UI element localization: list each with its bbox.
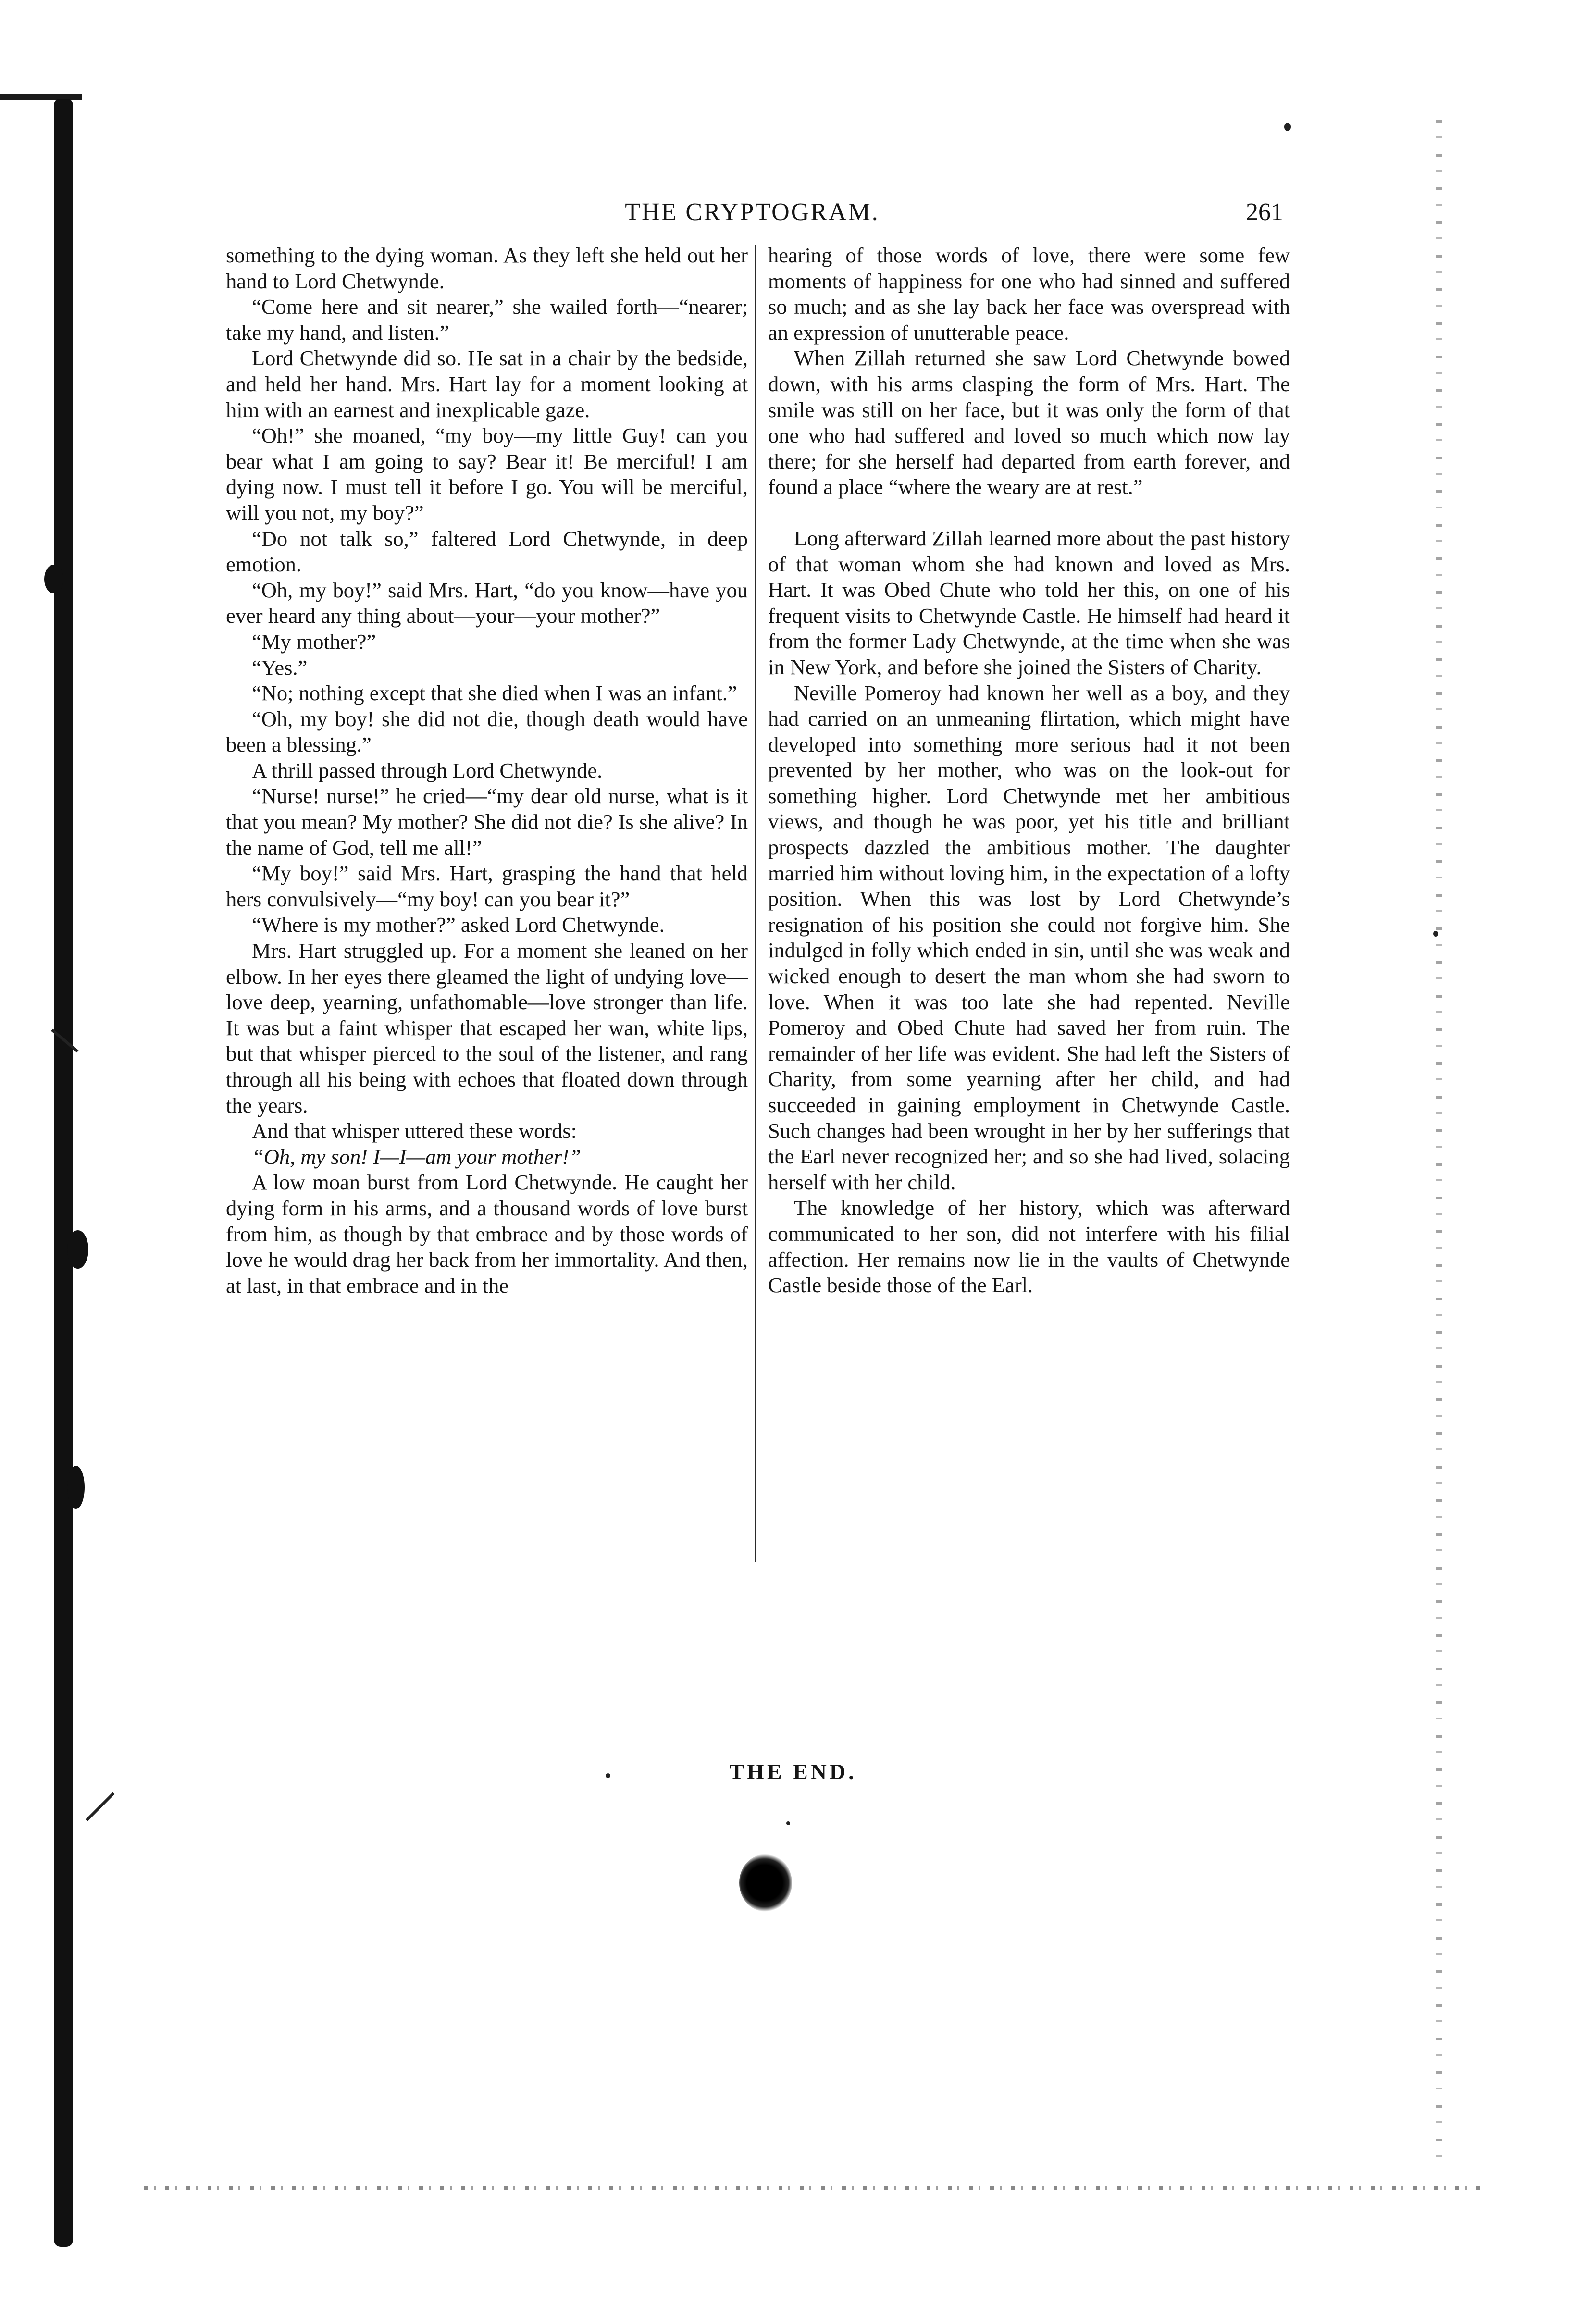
column-rule [755, 245, 756, 1562]
paragraph: The knowledge of her history, which was afterward communicated to her son, did not interfere with his filial affection. Her remains now lie in the vaults of Chetwynde Castle beside those of the Earl. [768, 1196, 1290, 1298]
binding-notch [44, 565, 63, 593]
right-column [768, 243, 1290, 1298]
paragraph: “Yes.” [252, 655, 308, 680]
paragraph-italic-revelation [226, 1144, 748, 1170]
paragraph: “Oh!” she moaned, “my boy—my little Guy! can you bear what I am going to say? Bear it! Be merciful! I am dying now. I must tell it before I go. You will be merciful, will you not, my boy?” [226, 423, 748, 525]
ink-speck [1433, 931, 1438, 937]
running-head [221, 198, 1283, 236]
paragraph: “Nurse! nurse!” he cried—“my dear old nurse, what is it that you mean? My mother? She did not die? Is she alive? In the name of God, tell me all!” [226, 784, 748, 860]
page-right-edge [1436, 120, 1442, 2167]
paragraph: Lord Chetwynde did so. He sat in a chair by the bedside, and held her hand. Mrs. Hart lay for a moment looking at him with an earnest and inexplicable gaze. [226, 346, 748, 422]
paragraph: A thrill passed through Lord Chetwynde. [252, 758, 603, 782]
italic-quote: “Oh, my son! I—I—am your mother!” [252, 1144, 581, 1169]
paragraph: “My boy!” said Mrs. Hart, grasping the hand that held hers convulsively—“my boy! can you bear it?” [226, 861, 748, 911]
paragraph: “Oh, my boy! she did not die, though death would have been a blessing.” [226, 706, 748, 757]
binding-notch [67, 1466, 85, 1509]
paragraph: “Come here and sit nearer,” she wailed forth—“nearer; take my hand, and listen.” [226, 295, 748, 345]
binding-spine [54, 99, 73, 2247]
paragraph: hearing of those words of love, there were some few moments of happiness for one who had sinned and suffered so much; and as she lay back her face was overspread with an expression of unutterable peace. [768, 243, 1290, 345]
page-bottom-edge [144, 2186, 1485, 2190]
paragraph: When Zillah returned she saw Lord Chetwynde bowed down, with his arms clasping the form of Mrs. Hart. The smile was still on her face, but it was only the form of that one who had suffered and loved so much which now lay there; for she herself had departed from earth forever, and found a place “where the weary are at rest.” [768, 346, 1290, 499]
left-column [226, 243, 748, 1298]
paragraph: “Do not talk so,” faltered Lord Chetwynde, in deep emotion. [226, 526, 748, 577]
binding-notch [67, 1230, 88, 1269]
ink-blot [739, 1854, 792, 1912]
paragraph: And that whisper uttered these words: [252, 1119, 577, 1143]
paragraph: Neville Pomeroy had known her well as a boy, and they had carried on an unmeaning flirtation, which might have developed into something more serious had it not been prevented by her mother, who was on the look-out for something higher. Lord Chetwynde met her ambitious views, and though he was poor, yet his title and brilliant prospects dazzled the ambitious mother. The daughter married him without loving him, in the expectation of a lofty position. When this was lost by Lord Chetwynde’s resignation of his position she could not forgive him. She indulged in folly which ended in sin, until she was weak and wicked enough to desert the man whom she had sworn to love. When it was too late she had repented. Neville Pomeroy and Obed Chute had saved her from ruin. The remainder of her life was evident. She had left the Sisters of Charity, from some yearning after her child, and had succeeded in gaining employment in Chetwynde Castle. Such changes had been wrought in her by her sufferings that the Earl never recognized her; and so she had lived, solacing herself with her child. [768, 680, 1290, 1194]
ink-speck [606, 1773, 610, 1778]
ink-speck [786, 1821, 790, 1825]
paragraph: Mrs. Hart struggled up. For a moment she leaned on her elbow. In her eyes there gleamed the light of undying love—love deep, yearning, unfathomable—love stronger than life. It was but a faint whisper that escaped her wan, white lips, but that whisper pierced to the soul of the listener, and rang through all his being with echoes that floated down through the years. [226, 939, 748, 1117]
paragraph: Long afterward Zillah learned more about the past history of that woman whom she had known and loved as Mrs. Hart. It was Obed Chute who told her this, on one of his frequent visits to Chetwynde Castle. He himself had heard it from the former Lady Chetwynde, at the time when she was in New York, and before she joined the Sisters of Charity. [768, 526, 1290, 679]
paragraph: something to the dying woman. As they left she held out her hand to Lord Chetwynde. [226, 243, 748, 293]
paragraph: “My mother?” [252, 629, 376, 654]
running-title: THE CRYPTOGRAM. [625, 198, 880, 226]
paragraph: “Where is my mother?” asked Lord Chetwynde. [252, 913, 665, 937]
the-end-label: THE END. [729, 1759, 857, 1784]
paragraph: A low moan burst from Lord Chetwynde. He caught her dying form in his arms, and a thousand words of love burst from him, as though by that embrace and by those words of love he would drag her back from her immortality. And then, at last, in that embrace and in the [226, 1170, 748, 1298]
page-number: 261 [1246, 198, 1283, 226]
paragraph: “No; nothing except that she died when I was an infant.” [252, 681, 737, 705]
ink-speck [1284, 123, 1291, 131]
scan-mark [86, 1792, 115, 1821]
paragraph: “Oh, my boy!” said Mrs. Hart, “do you know—have you ever heard any thing about—your—your mother?” [226, 578, 748, 628]
